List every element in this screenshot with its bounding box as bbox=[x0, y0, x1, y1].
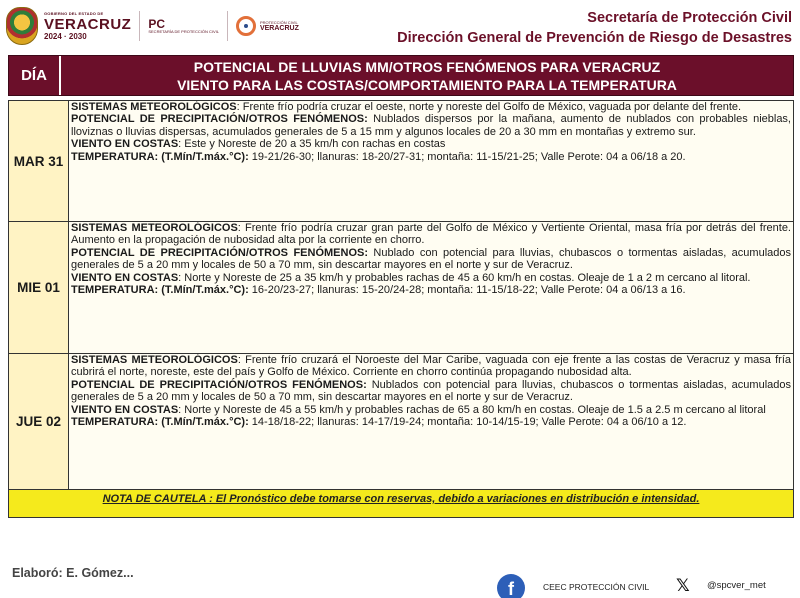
day-label: JUE 02 bbox=[9, 354, 69, 489]
wind-text: : Norte y Noreste de 45 a 55 km/h y probables rachas de 65 a 80 km/h en costas. Oleaje de 1.5 a 2.5 m cercano al litoral bbox=[178, 403, 766, 416]
forecast-text bbox=[69, 101, 793, 221]
table-title-row bbox=[8, 55, 794, 96]
forecast-table bbox=[8, 100, 794, 490]
title-line-1: POTENCIAL DE LLUVIAS MM/OTROS FENÓMENOS PARA VERACRUZ bbox=[193, 58, 661, 75]
header-logos bbox=[6, 6, 299, 46]
x-icon[interactable]: 𝕏 bbox=[676, 576, 690, 595]
gov-state: VERACRUZ bbox=[44, 15, 132, 33]
pc-short: PC bbox=[148, 16, 166, 31]
temp-label: TEMPERATURA: (T.Mín/T.máx.°C): bbox=[71, 150, 249, 163]
pc2-state: VERACRUZ bbox=[259, 24, 299, 32]
day-label: MIE 01 bbox=[9, 222, 69, 353]
systems-text: : Frente frío podría cruzar gran parte del Golfo de México y Vertiente Oriental, masa fría por detrás del frente. Aumento en la propagación de nubosidad alta por la corriente en chorro. bbox=[71, 222, 791, 247]
facebook-label[interactable]: CEEC PROTECCIÓN CIVIL bbox=[543, 582, 650, 592]
pc-sub: SECRETARÍA DE PROTECCIÓN CIVIL bbox=[148, 28, 219, 34]
forecast-text bbox=[69, 354, 793, 489]
gov-period: 2024 · 2030 bbox=[44, 31, 87, 41]
systems-text: : Frente frío cruzará el Noroeste del Mar Caribe, vaguada con eje frente a las costas de Veracruz y masa fría cubrirá el norte, noreste, este del país y Golfo de México. Corriente en chorro continúa propagando nubosidad alta. bbox=[71, 354, 791, 379]
gov-line: GOBIERNO DEL ESTADO DE bbox=[44, 10, 104, 16]
precip-label: POTENCIAL DE PRECIPITACIÓN/OTROS FENÓMENOS: bbox=[71, 378, 367, 391]
systems-label: SISTEMAS METEOROLÓGICOS bbox=[71, 101, 237, 113]
temp-label: TEMPERATURA: (T.Mín/T.máx.°C): bbox=[71, 416, 249, 429]
pc-logo bbox=[148, 18, 219, 35]
precip-label: POTENCIAL DE PRECIPITACIÓN/OTROS FENÓMENOS: bbox=[71, 246, 368, 259]
pc2-logo-text bbox=[260, 21, 299, 32]
systems-label: SISTEMAS METEOROLÓGICOS bbox=[71, 354, 238, 366]
agency-name: Secretaría de Protección Civil bbox=[587, 10, 792, 26]
temp-label: TEMPERATURA: (T.Mín/T.máx.°C): bbox=[71, 284, 249, 297]
caution-note bbox=[8, 489, 794, 518]
forecast-title bbox=[61, 56, 793, 95]
directorate-name: Dirección General de Prevención de Riesgo de Desastres bbox=[397, 30, 792, 46]
precip-label: POTENCIAL DE PRECIPITACIÓN/OTROS FENÓMENOS: bbox=[71, 113, 368, 126]
pc2-line: PROTECCIÓN CIVIL bbox=[259, 19, 298, 25]
caution-text: NOTA DE CAUTELA : El Pronóstico debe tomarse con reservas, debido a variaciones en distribución e intensidad. bbox=[102, 493, 700, 505]
title-line-2: VIENTO PARA LAS COSTAS/COMPORTAMIENTO PARA LA TEMPERATURA bbox=[177, 76, 677, 93]
logo-divider bbox=[139, 11, 140, 41]
wind-label: VIENTO EN COSTAS bbox=[71, 138, 179, 151]
systems-label: SISTEMAS METEOROLÓGICOS bbox=[71, 222, 238, 234]
civil-protection-icon bbox=[236, 16, 256, 36]
day-label: MAR 31 bbox=[9, 101, 69, 221]
forecast-row bbox=[9, 353, 793, 489]
wind-label: VIENTO EN COSTAS bbox=[71, 403, 179, 416]
forecast-text bbox=[69, 222, 793, 353]
wind-text: : Este y Noreste de 20 a 35 km/h con rachas en costas bbox=[178, 138, 446, 151]
wind-text: : Norte y Noreste de 25 a 35 km/h y probables rachas de 45 a 60 km/h en costas. Oleaje de 1 a 2 m cercano al litoral. bbox=[178, 271, 751, 284]
x-handle[interactable]: @spcver_met bbox=[707, 580, 766, 591]
author-credit: Elaboró: E. Gómez... bbox=[12, 566, 134, 580]
veracruz-shield-logo bbox=[6, 7, 38, 45]
precip-text: Nublados dispersos por la mañana, aumento de nublados con probables nieblas, lloviznas o lluvias dispersas, acumulados generales de 5 a 15 mm y algunos locales de 20 a 30 mm en montañas y extremo sur. bbox=[71, 113, 791, 138]
header-agency bbox=[397, 10, 792, 46]
precip-text: Nublados con potencial para lluvias, chubascos o tormentas aisladas, acumulados generales de 5 a 20 mm y locales de 50 a 70 mm, sin descartar mayores en el norte y sur de Veracruz. bbox=[71, 378, 791, 404]
precip-text: Nublado con potencial para lluvias, chubascos o tormentas aisladas, acumulados generales de 5 a 20 mm y locales de 50 a 70 mm, sin descartar mayores en el norte y sur de Veracruz. bbox=[71, 246, 791, 272]
systems-text: : Frente frío podría cruzar el oeste, norte y noreste del Golfo de México, vaguada por delante del frente. bbox=[236, 101, 742, 113]
day-column-header: DÍA bbox=[9, 56, 61, 95]
logo-divider bbox=[227, 11, 228, 41]
temp-text: 16-20/23-27; llanuras: 15-20/24-28; montaña: 11-15/18-22; Valle Perote: 04 a 06/13 a 16. bbox=[248, 284, 686, 297]
temp-text: 19-21/26-30; llanuras: 18-20/27-31; montaña: 11-15/21-25; Valle Perote: 04 a 06/18 a 20. bbox=[248, 150, 686, 163]
forecast-row bbox=[9, 101, 793, 221]
government-logo-text bbox=[44, 12, 131, 41]
temp-text: 14-18/18-22; llanuras: 14-17/19-24; montaña: 10-14/15-19; Valle Perote: 04 a 06/10 a 12. bbox=[248, 416, 687, 429]
facebook-icon[interactable]: f bbox=[497, 574, 525, 598]
forecast-row bbox=[9, 221, 793, 353]
wind-label: VIENTO EN COSTAS bbox=[71, 271, 179, 284]
